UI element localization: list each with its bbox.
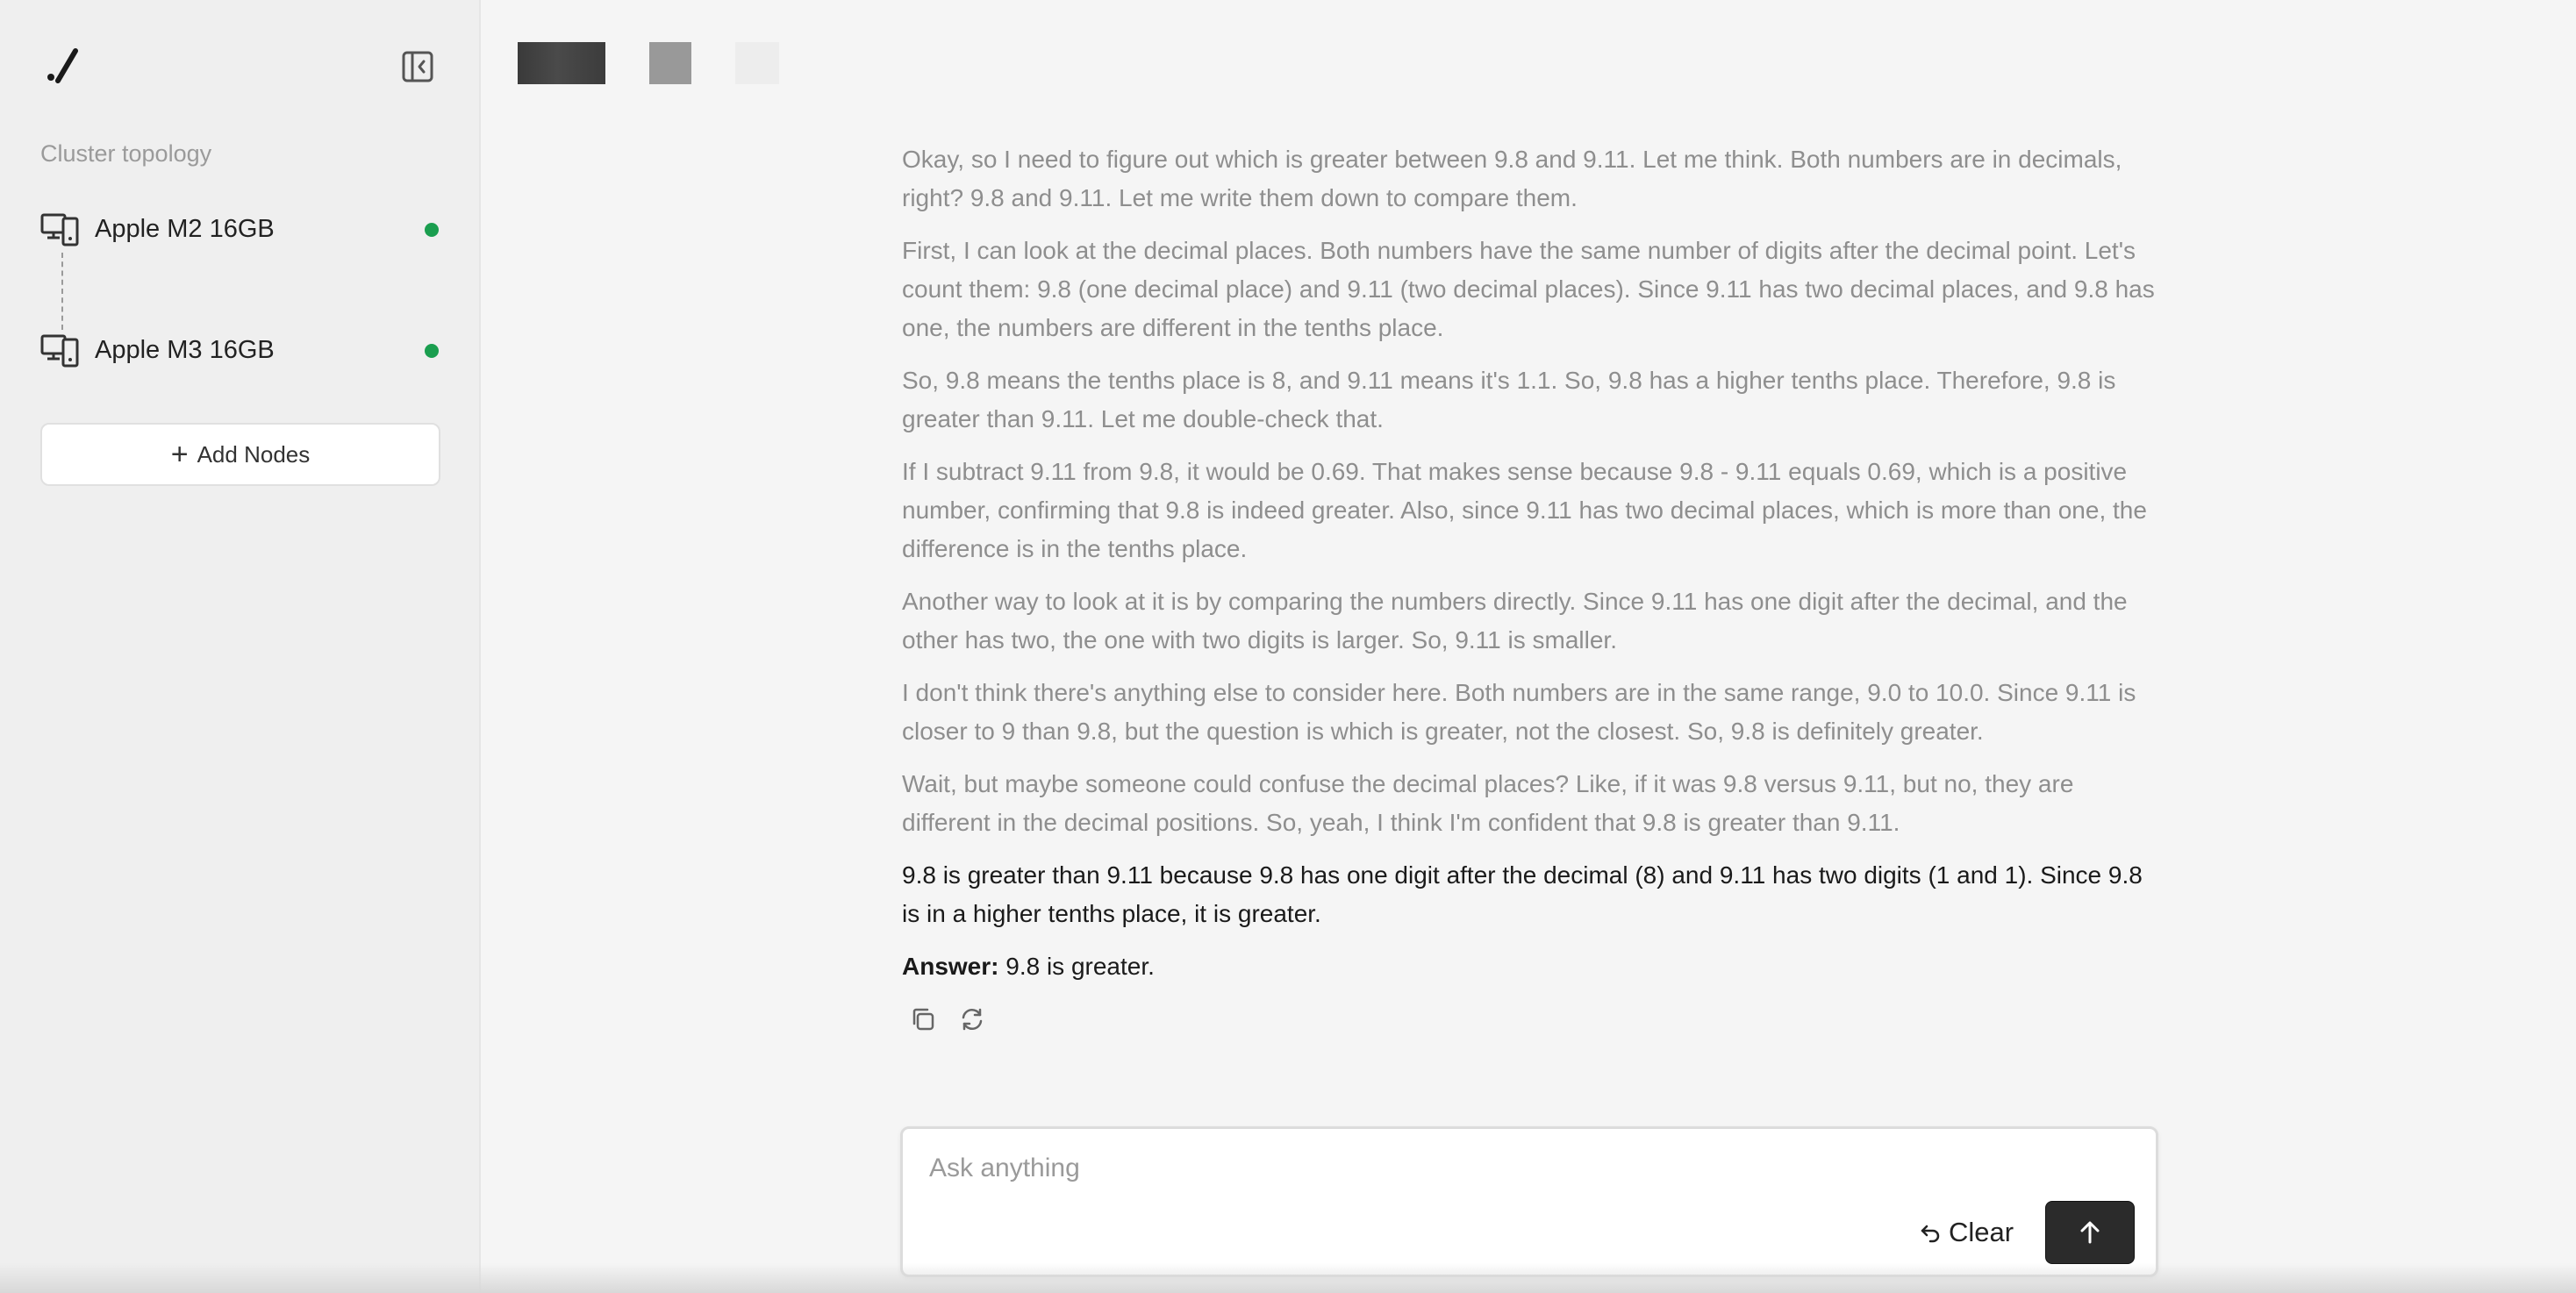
thinking-paragraph: So, 9.8 means the tenths place is 8, and 9.11 means it's 1.1. So, 9.8 has a higher tenths place. Therefore, 9.8 is greater than 9.11. Let me double-check that.: [902, 367, 2116, 432]
thinking-block: [902, 140, 2158, 842]
final-answer: [902, 947, 2158, 986]
send-button[interactable]: [2045, 1201, 2135, 1264]
sidebar: [0, 0, 481, 1293]
undo-arrow-icon: [1919, 1221, 1942, 1244]
node-label: Apple M3 16GB: [95, 335, 275, 364]
add-nodes-button[interactable]: [40, 423, 440, 486]
device-icon: [40, 209, 81, 249]
copy-icon: [910, 1006, 936, 1032]
add-nodes-label: Add Nodes: [197, 440, 311, 468]
node-item-m2[interactable]: [40, 209, 440, 249]
clear-label: Clear: [1949, 1217, 2014, 1247]
chat-thread: [902, 140, 2158, 1033]
blurred-tab[interactable]: [735, 42, 779, 84]
copy-button[interactable]: [909, 1005, 937, 1033]
chat-input-box: [900, 1126, 2158, 1277]
answer-block: [902, 856, 2158, 986]
answer-value: 9.8 is greater.: [1005, 953, 1155, 980]
status-dot: [425, 223, 439, 237]
plus-icon: +: [170, 438, 189, 471]
blurred-tab[interactable]: [649, 42, 691, 84]
logo-icon[interactable]: [44, 46, 82, 84]
chat-input[interactable]: [927, 1148, 1896, 1189]
arrow-up-icon: [2075, 1218, 2105, 1247]
blurred-tab[interactable]: [518, 42, 605, 84]
clear-button[interactable]: [1919, 1211, 2014, 1254]
message-actions: [902, 1005, 2158, 1033]
thinking-paragraph: Wait, but maybe someone could confuse the decimal places? Like, if it was 9.8 versus 9.11, but no, they are different in the decimal positions. So, yeah, I think I'm confident that 9.8 is greater than 9.11.: [902, 770, 2074, 836]
topology-title: Cluster topology: [40, 140, 212, 167]
thinking-paragraph: Another way to look at it is by comparing the numbers directly. Since 9.11 has one digit after the decimal, and the other has two, the one with two digits is larger. So, 9.11 is smaller.: [902, 588, 2128, 654]
node-label: Apple M2 16GB: [95, 214, 275, 243]
answer-label: Answer:: [902, 953, 999, 980]
sidebar-collapse-button[interactable]: [400, 49, 435, 84]
thinking-paragraph: First, I can look at the decimal places. Both numbers have the same number of digits after the decimal point. Let's count them: 9.8 (one decimal place) and 9.11 (two decimal places). Since 9.11 has two decimal places, and 9.8 has one, the numbers are different in the tenths place.: [902, 237, 2155, 341]
node-connector: [61, 253, 63, 330]
thinking-paragraph: Okay, so I need to figure out which is greater between 9.8 and 9.11. Let me think. Both numbers are in decimals, right? 9.8 and 9.11. Let me write them down to compare them.: [902, 146, 2122, 211]
regenerate-button[interactable]: [958, 1005, 986, 1033]
answer-text: 9.8 is greater than 9.11 because 9.8 has one digit after the decimal (8) and 9.11 has two digits (1 and 1). Since 9.8 is in a higher tenths place, it is greater.: [902, 861, 2143, 927]
sidebar-collapse-icon: [401, 50, 434, 83]
thinking-paragraph: If I subtract 9.11 from 9.8, it would be 0.69. That makes sense because 9.8 - 9.11 equals 0.69, which is a positive number, confirming that 9.8 is indeed greater. Also, since 9.11 has two decimal places, which is more than one, the difference is in the tenths place.: [902, 458, 2147, 562]
thinking-paragraph: I don't think there's anything else to consider here. Both numbers are in the same range, 9.0 to 10.0. Since 9.11 is closer to 9 than 9.8, but the question is which is greater, not the closest. So, 9.8 is definitely greater.: [902, 679, 2136, 745]
regenerate-icon: [959, 1006, 985, 1032]
device-icon: [40, 330, 81, 370]
node-item-m3[interactable]: [40, 330, 440, 370]
status-dot: [425, 344, 439, 358]
